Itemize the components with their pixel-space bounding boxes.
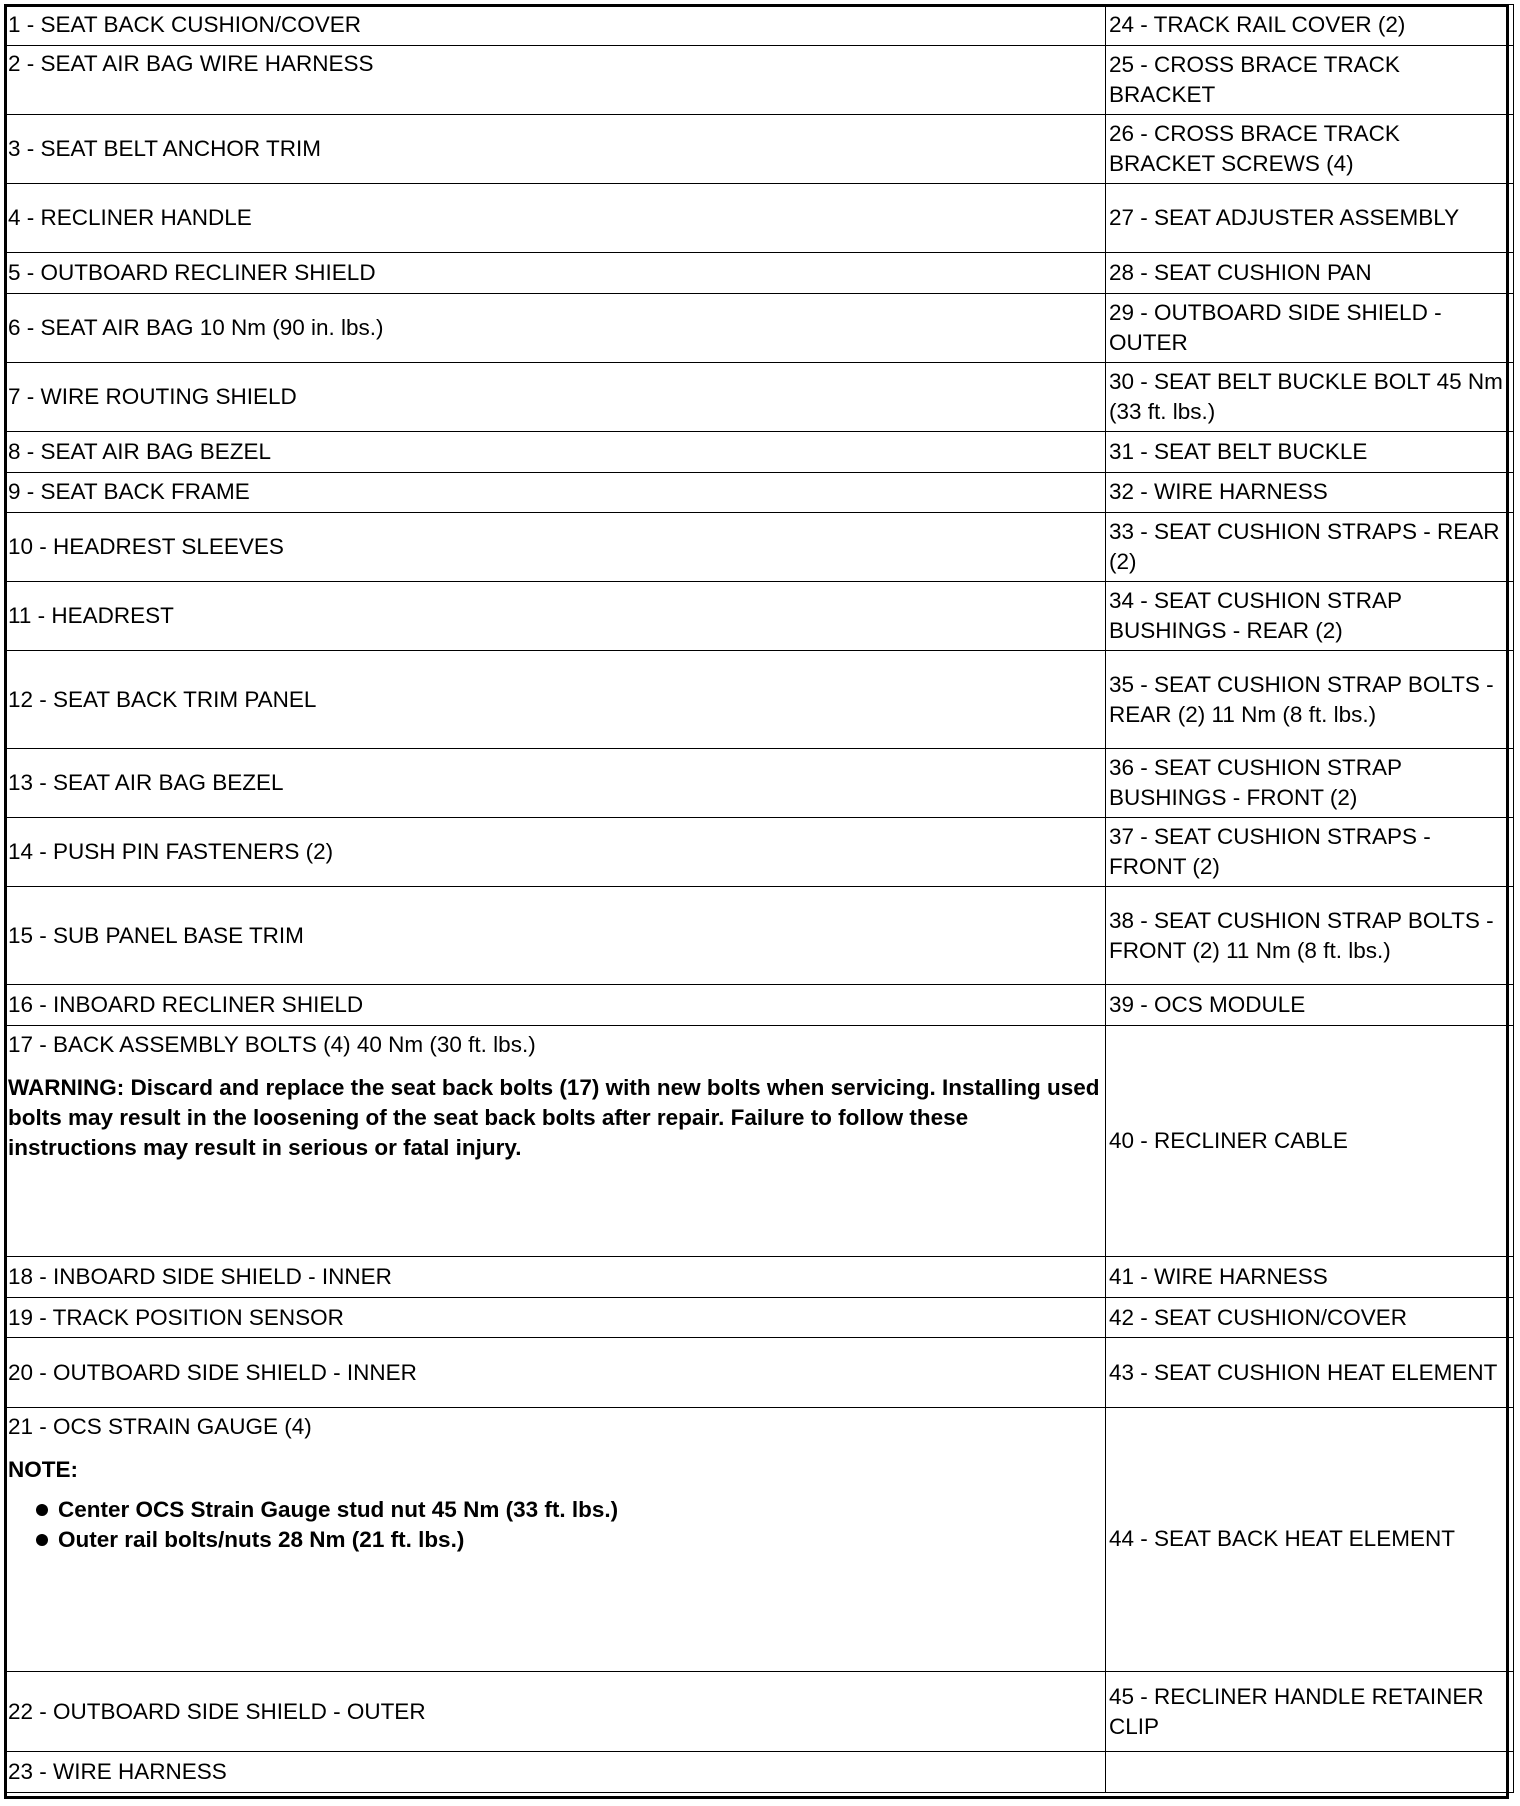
legend-cell-left: 20 - OUTBOARD SIDE SHIELD - INNER [5, 1338, 1106, 1407]
legend-cell-right: 30 - SEAT BELT BUCKLE BOLT 45 Nm (33 ft. lbs.) [1106, 362, 1514, 431]
legend-cell-left: 18 - INBOARD SIDE SHIELD - INNER [5, 1257, 1106, 1298]
legend-cell-right: 28 - SEAT CUSHION PAN [1106, 253, 1514, 294]
bullet-text: Center OCS Strain Gauge stud nut 45 Nm (33 ft. lbs.) [58, 1496, 619, 1522]
table-row [5, 431, 1514, 472]
legend-cell-right [1106, 1752, 1514, 1793]
legend-cell-right: 43 - SEAT CUSHION HEAT ELEMENT [1106, 1338, 1514, 1407]
legend-cell-right: 44 - SEAT BACK HEAT ELEMENT [1106, 1407, 1514, 1672]
table-row [5, 183, 1514, 252]
table-row [5, 1297, 1514, 1338]
legend-cell-right: 27 - SEAT ADJUSTER ASSEMBLY [1106, 183, 1514, 252]
table-row [5, 582, 1514, 651]
note-label: NOTE: [8, 1456, 78, 1482]
parts-legend-table [4, 4, 1514, 1793]
legend-cell-right: 39 - OCS MODULE [1106, 985, 1514, 1026]
legend-cell-left: 23 - WIRE HARNESS [5, 1752, 1106, 1793]
legend-cell-right: 25 - CROSS BRACE TRACK BRACKET [1106, 45, 1514, 114]
legend-cell-left: 15 - SUB PANEL BASE TRIM [5, 887, 1106, 985]
legend-cell-left: 13 - SEAT AIR BAG BEZEL [5, 749, 1106, 818]
legend-cell-right: 32 - WIRE HARNESS [1106, 472, 1514, 513]
table-row [5, 114, 1514, 183]
legend-item-text: 17 - BACK ASSEMBLY BOLTS (4) 40 Nm (30 ft. lbs.) [8, 1031, 536, 1057]
legend-cell-right: 38 - SEAT CUSHION STRAP BOLTS - FRONT (2) 11 Nm (8 ft. lbs.) [1106, 887, 1514, 985]
legend-cell-right: 29 - OUTBOARD SIDE SHIELD - OUTER [1106, 293, 1514, 362]
table-row [5, 293, 1514, 362]
table-row [5, 818, 1514, 887]
legend-item-text: 21 - OCS STRAIN GAUGE (4) [8, 1413, 312, 1439]
bullet-icon [36, 1504, 48, 1516]
legend-cell-left: 2 - SEAT AIR BAG WIRE HARNESS [5, 45, 1106, 114]
legend-cell-right: 36 - SEAT CUSHION STRAP BUSHINGS - FRONT (2) [1106, 749, 1514, 818]
list-item [36, 1525, 1101, 1555]
table-row [5, 1257, 1514, 1298]
legend-cell-right: 37 - SEAT CUSHION STRAPS - FRONT (2) [1106, 818, 1514, 887]
table-row [5, 1672, 1514, 1752]
legend-cell-left: 9 - SEAT BACK FRAME [5, 472, 1106, 513]
legend-cell-right: 26 - CROSS BRACE TRACK BRACKET SCREWS (4) [1106, 114, 1514, 183]
list-item [36, 1495, 1101, 1525]
legend-cell-right: 24 - TRACK RAIL COVER (2) [1106, 5, 1514, 46]
legend-cell-right: 33 - SEAT CUSHION STRAPS - REAR (2) [1106, 513, 1514, 582]
table-row [5, 1025, 1514, 1257]
legend-cell-right: 42 - SEAT CUSHION/COVER [1106, 1297, 1514, 1338]
legend-cell-left: 1 - SEAT BACK CUSHION/COVER [5, 5, 1106, 46]
legend-cell-left [5, 1407, 1106, 1672]
legend-cell-right: 45 - RECLINER HANDLE RETAINER CLIP [1106, 1672, 1514, 1752]
table-row [5, 513, 1514, 582]
table-row [5, 1407, 1514, 1672]
table-row [5, 985, 1514, 1026]
table-row [5, 253, 1514, 294]
table-row [5, 362, 1514, 431]
table-row [5, 887, 1514, 985]
table-row [5, 1338, 1514, 1407]
table-row [5, 5, 1514, 46]
legend-cell-left: 4 - RECLINER HANDLE [5, 183, 1106, 252]
legend-cell-right: 34 - SEAT CUSHION STRAP BUSHINGS - REAR (2) [1106, 582, 1514, 651]
legend-cell-right: 35 - SEAT CUSHION STRAP BOLTS - REAR (2) 11 Nm (8 ft. lbs.) [1106, 651, 1514, 749]
legend-cell-left: 16 - INBOARD RECLINER SHIELD [5, 985, 1106, 1026]
legend-cell-left: 14 - PUSH PIN FASTENERS (2) [5, 818, 1106, 887]
table-row [5, 651, 1514, 749]
legend-cell-left: 10 - HEADREST SLEEVES [5, 513, 1106, 582]
warning-text: WARNING: Discard and replace the seat back bolts (17) with new bolts when servicing. Installing used bolts may result in the loosening of the seat back bolts after repair. Failure to follow these instructions may result in serious or fatal injury. [8, 1074, 1100, 1160]
legend-cell-left: 8 - SEAT AIR BAG BEZEL [5, 431, 1106, 472]
legend-cell-left: 3 - SEAT BELT ANCHOR TRIM [5, 114, 1106, 183]
legend-cell-left: 5 - OUTBOARD RECLINER SHIELD [5, 253, 1106, 294]
legend-cell-right: 31 - SEAT BELT BUCKLE [1106, 431, 1514, 472]
bullet-icon [36, 1534, 48, 1546]
legend-cell-left: 12 - SEAT BACK TRIM PANEL [5, 651, 1106, 749]
table-row [5, 749, 1514, 818]
legend-cell-left: 7 - WIRE ROUTING SHIELD [5, 362, 1106, 431]
legend-cell-left: 22 - OUTBOARD SIDE SHIELD - OUTER [5, 1672, 1106, 1752]
legend-cell-left: 19 - TRACK POSITION SENSOR [5, 1297, 1106, 1338]
table-row [5, 1752, 1514, 1793]
bullet-text: Outer rail bolts/nuts 28 Nm (21 ft. lbs.) [58, 1526, 465, 1552]
legend-cell-left [5, 1025, 1106, 1257]
note-bullet-list [8, 1495, 1101, 1555]
legend-cell-right: 40 - RECLINER CABLE [1106, 1025, 1514, 1257]
legend-cell-right: 41 - WIRE HARNESS [1106, 1257, 1514, 1298]
legend-cell-left: 11 - HEADREST [5, 582, 1106, 651]
table-row [5, 472, 1514, 513]
table-row [5, 45, 1514, 114]
legend-cell-left: 6 - SEAT AIR BAG 10 Nm (90 in. lbs.) [5, 293, 1106, 362]
